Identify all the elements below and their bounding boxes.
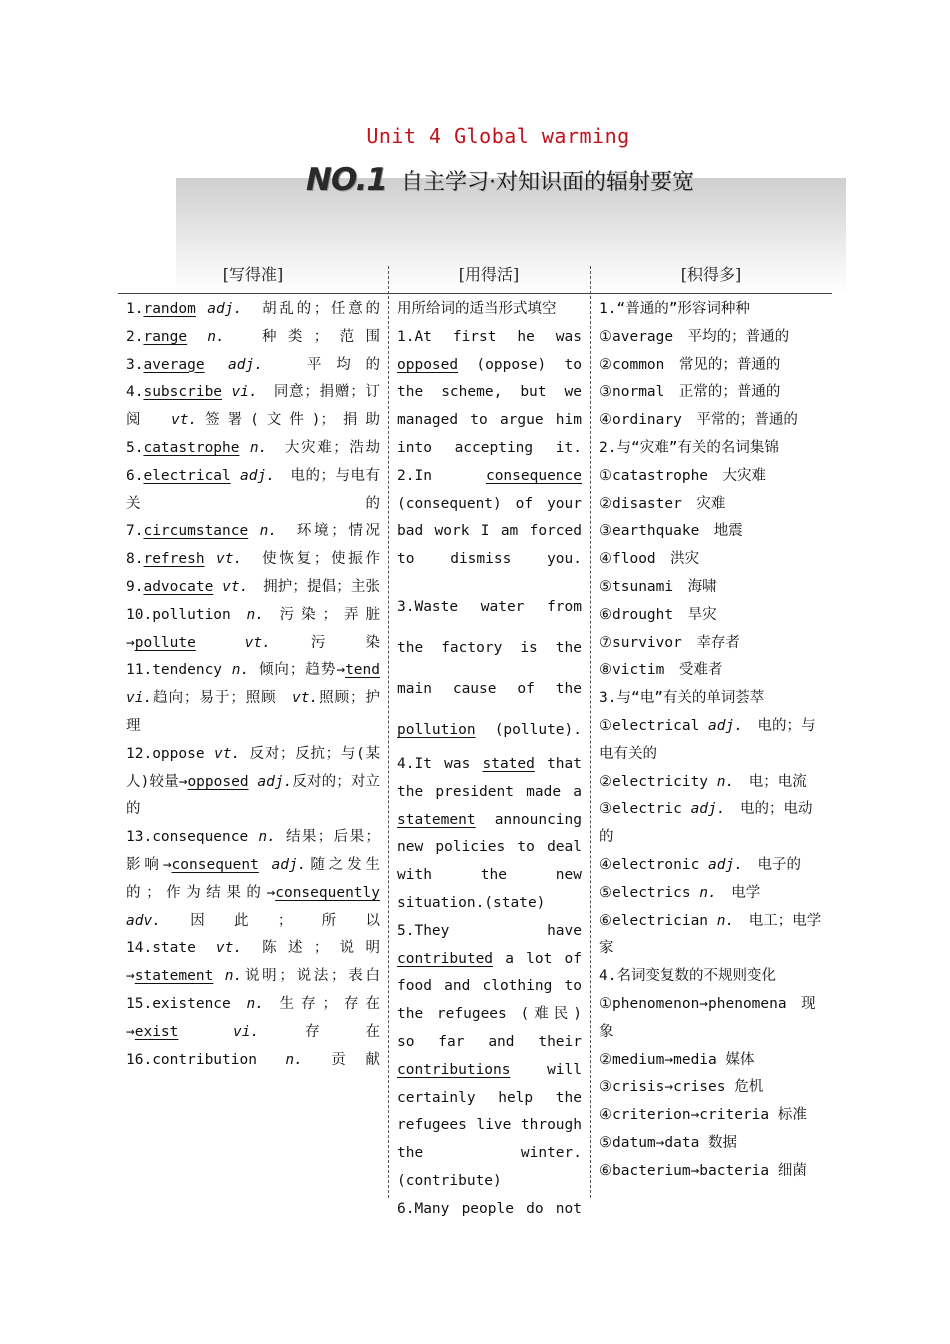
- definition: 污染: [270, 634, 380, 651]
- exercise-text: 1.At first he was: [397, 328, 582, 345]
- definition: 陈述；说明: [262, 940, 380, 957]
- part-of-speech: n.: [708, 912, 735, 929]
- definition: 贡献: [331, 1051, 380, 1068]
- word-group-text: ②medium→media 媒体: [599, 1051, 755, 1068]
- part-of-speech: vi.: [178, 1023, 260, 1040]
- part-of-speech: vt.: [214, 745, 250, 762]
- word-group-text: 2.与“灾难”有关的名词集锦: [599, 439, 779, 456]
- definition: 趋向；易于；照顾: [152, 690, 277, 707]
- part-of-speech: adj.: [204, 356, 307, 373]
- vocab-entry: [126, 324, 380, 352]
- word-group-text: 3.与“电”有关的单词荟萃: [599, 690, 765, 707]
- word-group-text: 1.“普通的”形容词种种: [599, 301, 750, 317]
- part-of-speech: adj.: [681, 801, 726, 818]
- vocab-entry: [126, 296, 380, 324]
- exercise-instruction: 用所给词的适当形式填空: [397, 301, 557, 317]
- word-group-line: [599, 491, 825, 519]
- arrow: →: [126, 1023, 135, 1040]
- answer-blank: opposed: [397, 356, 459, 373]
- answer-word: average: [143, 356, 205, 373]
- exercise-text: (pollute).: [475, 721, 582, 738]
- word-group-text: ③electric: [599, 801, 682, 818]
- exercise-text: 5.They have: [397, 922, 582, 939]
- answer-blank: stated: [482, 755, 535, 772]
- word-group-line: [599, 713, 825, 769]
- word-group-text: ④flood 洪灾: [599, 551, 700, 568]
- word-group-line: [599, 324, 825, 352]
- answer-word: exist: [134, 1023, 179, 1040]
- definition: 使恢复；使振作: [262, 551, 381, 568]
- exercise-text: that the president made a: [397, 755, 582, 800]
- arrow: →: [126, 634, 135, 651]
- vocab-entry: [126, 352, 380, 380]
- definition: 同意；捐赠；订阅: [126, 384, 380, 429]
- definition: 反对；反抗；与(某人)较量: [126, 745, 380, 790]
- exercise-text: (oppose) to the scheme, but we managed to argue him into accepting it.: [397, 356, 582, 456]
- part-of-speech: vt.: [204, 551, 263, 568]
- section-number: NO.1: [306, 162, 387, 198]
- word-group-line: [599, 630, 825, 658]
- word-group-text: ④criterion→criteria 标准: [599, 1107, 807, 1124]
- vocab-entry: [126, 435, 380, 463]
- entry-number: 15.: [126, 995, 153, 1012]
- vocab-entry: [126, 518, 380, 546]
- definition: 拥护；提倡；主张: [263, 578, 381, 595]
- answer-word: advocate: [143, 578, 214, 595]
- entry-number: 2.: [126, 328, 144, 345]
- exercise-text: 6.Many people do not: [397, 1200, 582, 1217]
- vocab-entry: [126, 546, 380, 574]
- vocab-entry: [126, 824, 380, 935]
- answer-blank: statement: [397, 811, 476, 828]
- definition: 因此；所以: [160, 912, 380, 929]
- answer-word: refresh: [143, 551, 205, 568]
- definition: 倾向；趋势: [258, 662, 337, 679]
- unit-title: Unit 4 Global warming: [366, 124, 630, 148]
- exercise-item: [397, 751, 582, 918]
- part-of-speech: vt.: [195, 634, 271, 651]
- word-group-text: 电的；电动的: [599, 801, 813, 846]
- arrow: →: [162, 856, 172, 873]
- word-group-line: [599, 435, 825, 463]
- word-group-line: [599, 880, 825, 908]
- part-of-speech: adj.: [699, 717, 743, 734]
- exercise-text: will certainly help the refugees live through the winter.(contribute): [397, 1061, 582, 1189]
- exercise-item: [397, 587, 582, 751]
- word-group-text: ⑤datum→data 数据: [599, 1134, 738, 1151]
- word-group-text: ①phenomenon→phenomena 现象: [599, 995, 816, 1040]
- answer-blank: contributions: [397, 1061, 511, 1078]
- definition: 电的；与电有关的: [126, 467, 381, 512]
- answer-word: statement: [134, 968, 214, 985]
- answer-word: circumstance: [143, 523, 249, 540]
- word-group-line: [599, 296, 825, 324]
- part-of-speech: adj.: [699, 856, 743, 873]
- entry-number: 12.: [126, 745, 153, 762]
- definition: 环境；情况: [296, 523, 380, 540]
- word-group-text: ⑤tsunami 海啸: [599, 578, 717, 595]
- word-group-line: [599, 546, 825, 574]
- entry-number: 7.: [126, 523, 144, 540]
- vocab-entry: [126, 602, 380, 658]
- part-of-speech: vi.: [222, 384, 274, 401]
- word-group-text: ④electronic: [599, 856, 700, 873]
- part-of-speech: n.: [285, 1051, 332, 1068]
- entry-number: 9.: [126, 578, 144, 595]
- answer-word: catastrophe: [143, 439, 240, 456]
- word-group-text: ⑥bacterium→bacteria 细菌: [599, 1162, 807, 1179]
- vocab-entry: [126, 935, 380, 991]
- column-divider-1: [388, 266, 389, 1198]
- word-group-line: [599, 602, 825, 630]
- answer-blank: pollution: [397, 721, 476, 738]
- part-of-speech: n.: [213, 968, 243, 985]
- definition: 生存；存在: [279, 995, 380, 1012]
- word-group-text: ④ordinary 平常的；普通的: [599, 412, 798, 429]
- header-divider: [118, 293, 832, 294]
- word-group-text: ②electricity: [599, 773, 709, 790]
- definition: 存在: [259, 1023, 381, 1040]
- word-group-line: [599, 518, 825, 546]
- exercise-text: 3.Waste water from the factory is the main cause of the: [397, 598, 582, 697]
- vocabulary-column: [126, 296, 380, 1074]
- definition: 污染；弄脏: [279, 606, 380, 623]
- exercise-item: [397, 918, 582, 1196]
- base-word: pollution: [152, 606, 247, 623]
- answer-word: electrical: [143, 467, 231, 484]
- part-of-speech: vt.: [213, 578, 264, 595]
- word-group-line: [599, 574, 825, 602]
- vocab-entry: [126, 463, 380, 519]
- word-group-text: 电工；电学家: [599, 912, 822, 957]
- word-group-text: ②common 常见的；普通的: [599, 356, 781, 373]
- word-group-line: [599, 1102, 825, 1130]
- exercise-column: [397, 296, 582, 1224]
- word-group-line: [599, 352, 825, 380]
- word-group-text: ①electrical: [599, 717, 700, 734]
- word-group-line: [599, 463, 825, 491]
- base-word: existence: [152, 995, 247, 1012]
- entry-number: 5.: [126, 439, 144, 456]
- entry-number: 4.: [126, 384, 144, 401]
- word-group-line: [599, 1074, 825, 1102]
- exercise-text: a lot of food and clothing to the refugees (难民) so far and their: [397, 950, 582, 1050]
- part-of-speech: n.: [258, 829, 286, 846]
- base-word: tendency: [152, 662, 232, 679]
- word-group-text: ②disaster 灾难: [599, 495, 726, 512]
- column-header-2: [用得活]: [458, 265, 520, 284]
- answer-word: pollute: [134, 634, 196, 651]
- word-group-text: ①average 平均的；普通的: [599, 328, 790, 345]
- definition: 说明；说法；表白: [242, 968, 380, 985]
- extension-column: [599, 296, 825, 1186]
- word-group-line: [599, 407, 825, 435]
- part-of-speech: n.: [690, 884, 717, 901]
- base-word: oppose: [152, 745, 215, 762]
- part-of-speech: n.: [246, 606, 280, 623]
- entry-number: 10.: [126, 606, 153, 623]
- word-group-line: [599, 1130, 825, 1158]
- word-group-line: [599, 796, 825, 852]
- vocab-entry: [126, 741, 380, 824]
- part-of-speech: n.: [708, 773, 735, 790]
- entry-number: 8.: [126, 551, 144, 568]
- word-group-line: [599, 657, 825, 685]
- word-group-line: [599, 769, 825, 797]
- part-of-speech: n.: [246, 995, 280, 1012]
- word-group-line: [599, 991, 825, 1047]
- definition: 结果；后果；影响: [126, 829, 380, 873]
- answer-word: random: [143, 301, 196, 317]
- entry-number: 14.: [126, 940, 153, 957]
- word-group-text: ①catastrophe 大灾难: [599, 467, 767, 484]
- section-heading: 自主学习·对知识面的辐射要宽: [400, 169, 694, 195]
- answer-word: consequent: [171, 856, 259, 873]
- entry-number: 11.: [126, 662, 153, 679]
- definition: 平均的: [307, 356, 381, 373]
- exercise-item: [397, 463, 582, 574]
- word-group-line: [599, 908, 825, 964]
- exercise-text: announcing new policies to deal with the new situation.(state): [397, 811, 582, 911]
- entry-number: 3.: [126, 356, 144, 373]
- section-banner: [306, 160, 694, 200]
- part-of-speech: vt.: [215, 940, 263, 957]
- arrow: →: [266, 884, 276, 901]
- word-group-text: 电子的: [742, 856, 801, 873]
- part-of-speech: adv.: [126, 912, 161, 929]
- answer-word: subscribe: [143, 384, 223, 401]
- part-of-speech: vi.: [126, 690, 153, 707]
- base-word: consequence: [152, 829, 259, 846]
- definition: 反对的；对立的: [126, 773, 381, 818]
- definition: 签署(文件)；捐助: [197, 412, 380, 429]
- word-group-line: [599, 1158, 825, 1186]
- word-group-text: 4.名词变复数的不规则变化: [599, 968, 776, 985]
- part-of-speech: n.: [231, 662, 259, 679]
- word-group-text: ⑦survivor 幸存者: [599, 634, 740, 651]
- word-group-text: ③normal 正常的；普通的: [599, 384, 781, 401]
- answer-word: range: [143, 328, 188, 345]
- answer-word: consequently: [275, 884, 380, 901]
- word-group-line: [599, 685, 825, 713]
- answer-word: tend: [345, 662, 380, 679]
- word-group-line: [599, 379, 825, 407]
- word-group-line: [599, 1047, 825, 1075]
- entry-number: 13.: [126, 829, 153, 846]
- word-group-text: ③crisis→crises 危机: [599, 1079, 764, 1096]
- part-of-speech: n.: [239, 439, 285, 456]
- entry-number: 16.: [126, 1051, 153, 1068]
- vocab-entry: [126, 1047, 380, 1075]
- answer-blank: consequence: [485, 467, 582, 484]
- definition: 胡乱的；任意的: [262, 301, 380, 317]
- part-of-speech: n.: [187, 328, 262, 345]
- base-word: contribution: [152, 1051, 286, 1068]
- entry-number: 6.: [126, 467, 144, 484]
- base-word: state: [152, 940, 216, 957]
- column-header-1: [写得准]: [222, 265, 284, 284]
- part-of-speech: vt.: [148, 412, 198, 429]
- answer-word: opposed: [187, 773, 249, 790]
- arrow: →: [178, 773, 188, 790]
- word-group-text: 电；电流: [734, 773, 807, 790]
- part-of-speech: adj.: [195, 301, 263, 317]
- vocab-entry: [126, 574, 380, 602]
- word-group-text: 电的；与电有关的: [599, 717, 816, 762]
- vocab-entry: [126, 657, 380, 740]
- exercise-item: [397, 324, 582, 463]
- arrow: →: [336, 662, 346, 679]
- word-group-text: ⑥drought 旱灾: [599, 606, 717, 623]
- exercise-text: 4.It was: [397, 755, 483, 772]
- definition: 照顾；护理: [126, 690, 380, 734]
- answer-blank: contributed: [397, 950, 494, 967]
- definition: 种类；范围: [261, 328, 380, 345]
- column-header-3: [积得多]: [680, 265, 742, 284]
- exercise-text: (consequent) of your bad work I am forced to dismiss you.: [397, 495, 582, 568]
- part-of-speech: adj.: [248, 773, 293, 790]
- vocab-entry: [126, 991, 380, 1047]
- definition: 大灾难；浩劫: [285, 439, 380, 456]
- word-group-text: ⑤electrics: [599, 884, 691, 901]
- word-group-text: 电学: [716, 884, 761, 901]
- part-of-speech: vt.: [276, 690, 319, 707]
- word-group-text: ⑧victim 受难者: [599, 662, 723, 679]
- part-of-speech: adj.: [258, 856, 307, 873]
- part-of-speech: adj.: [230, 467, 291, 484]
- word-group-line: [599, 852, 825, 880]
- word-group-line: [599, 963, 825, 991]
- exercise-item: [397, 1196, 582, 1224]
- column-divider-2: [590, 266, 591, 1198]
- definition: 随之发生的；作为结果的: [126, 856, 381, 901]
- exercise-text: 2.In: [397, 467, 486, 484]
- part-of-speech: n.: [248, 523, 297, 540]
- word-group-text: ⑥electrician: [599, 912, 709, 929]
- entry-number: 1.: [126, 301, 144, 317]
- vocab-entry: [126, 379, 380, 435]
- arrow: →: [126, 968, 135, 985]
- spacer: [397, 574, 582, 587]
- word-group-text: ③earthquake 地震: [599, 523, 743, 540]
